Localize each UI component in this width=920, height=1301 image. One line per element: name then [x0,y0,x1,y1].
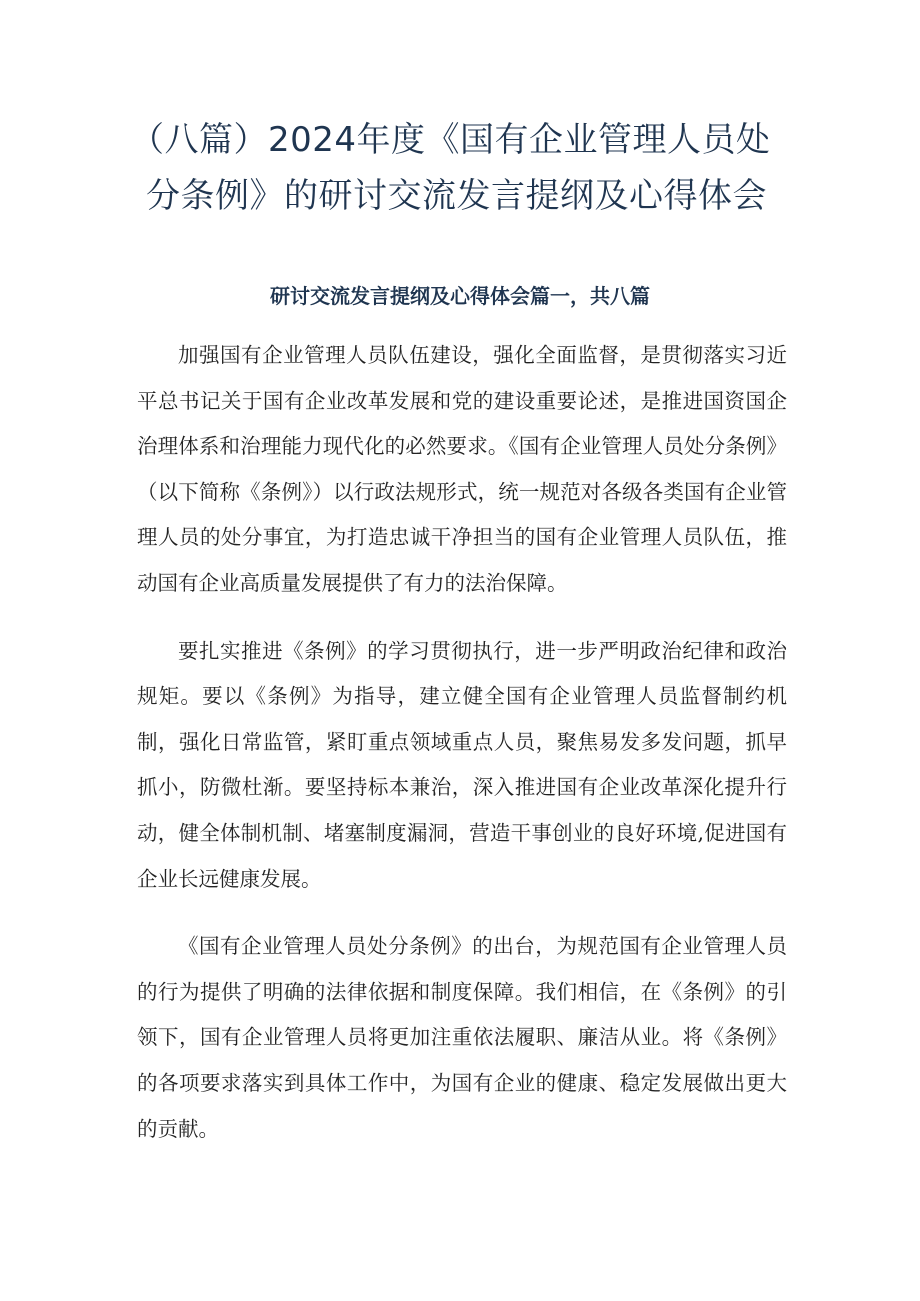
document-title-line-1: （八篇）2024年度《国有企业管理人员处 [130,120,771,160]
paragraph-2: 要扎实推进《条例》的学习贯彻执行，进一步严明政治纪律和政治规矩。要以《条例》为指导，建立健全国有企业管理人员监督制约机制，强化日常监管，紧盯重点领域重点人员，聚焦易发多发问题，抓早抓小，防微杜渐。要坚持标本兼治，深入推进国有企业改革深化提升行动，健全体制机制、堵塞制度漏洞，营造干事创业的良好环境,促进国有企业长远健康发展。 [137,638,787,891]
paragraph-3: 《国有企业管理人员处分条例》的出台，为规范国有企业管理人员的行为提供了明确的法律依据和制度保障。我们相信，在《条例》的引领下，国有企业管理人员将更加注重依法履职、廉洁从业。将《条例》的各项要求落实到具体工作中，为国有企业的健康、稳定发展做出更大的贡献。 [137,934,787,1141]
document-title-line-2: 分条例》的研讨交流发言提纲及心得体会 [146,176,767,216]
paragraph-1: 加强国有企业管理人员队伍建设，强化全面监督，是贯彻落实习近平总书记关于国有企业改革发展和党的建设重要论述，是推进国资国企治理体系和治理能力现代化的必然要求。《国有企业管理人员处分条例》（以下简称《条例》）以行政法规形式，统一规范对各级各类国有企业管理人员的处分事宜，为打造忠诚干净担当的国有企业管理人员队伍，推动国有企业高质量发展提供了有力的法治保障。 [137,343,787,595]
document-body [137,333,787,1174]
section-heading: 研讨交流发言提纲及心得体会篇一，共八篇 [270,284,650,308]
document-title [130,112,810,224]
